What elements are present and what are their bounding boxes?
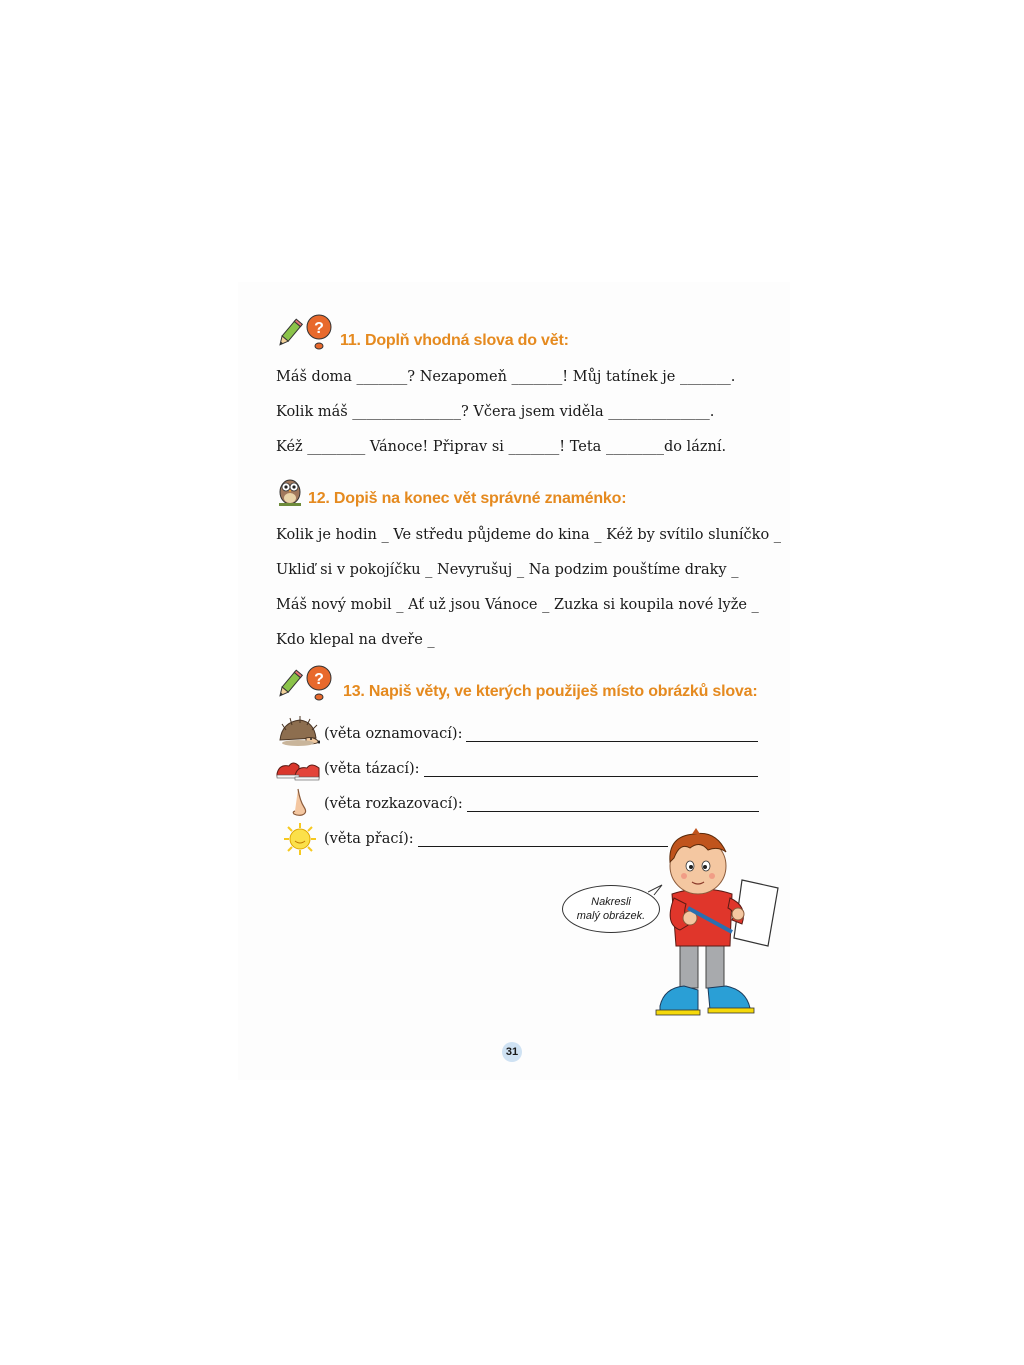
- answer-field-4[interactable]: [418, 832, 668, 847]
- exercise-13-row-3: [276, 796, 759, 812]
- exercise-12-title: 12. Dopiš na konec vět správné znaménko:: [308, 490, 627, 507]
- exercise-11-title: 11. Doplň vhodná slova do vět:: [340, 332, 569, 349]
- exercise-11-line-1: Máš doma _______? Nezapomeň _______! Můj tatínek je _______.: [276, 369, 736, 385]
- answer-field-2[interactable]: [424, 762, 758, 777]
- exercise-13-label-1: (věta oznamovací):: [324, 726, 463, 742]
- exercise-13-title: 13. Napiš věty, ve kterých použiješ místo obrázků slova:: [343, 683, 758, 700]
- pencil-icon: [274, 318, 304, 350]
- exercise-12-line-1: Kolik je hodin _ Ve středu půjdeme do kina _ Kéž by svítilo sluníčko _: [276, 527, 782, 543]
- exercise-12-line-2: Ukliď si v pokojíčku _ Nevyrušuj _ Na podzim pouštíme draky _: [276, 562, 739, 578]
- exercise-13-row-2: [276, 761, 758, 777]
- exercise-13-label-4: (věta přací):: [324, 831, 414, 847]
- exercise-13-label-2: (věta tázací):: [324, 761, 420, 777]
- owl-icon: [276, 473, 304, 507]
- boy-illustration-icon: [650, 828, 780, 1022]
- exercise-13-row-4: [276, 831, 668, 847]
- answer-field-3[interactable]: [467, 797, 759, 812]
- answer-field-1[interactable]: [466, 727, 758, 742]
- exercise-13-row-1: [276, 726, 758, 742]
- svg-text:?: ?: [314, 671, 324, 688]
- exercise-12-line-3: Máš nový mobil _ Ať už jsou Vánoce _ Zuzka si koupila nové lyže _: [276, 597, 759, 613]
- question-mark-icon: [305, 314, 333, 350]
- pencil-icon: [274, 669, 304, 701]
- exercise-12-line-4: Kdo klepal na dveře _: [276, 632, 435, 648]
- exercise-11-line-3: Kéž ________ Vánoce! Připrav si _______! Teta ________do lázní.: [276, 439, 727, 455]
- exercise-13-label-3: (věta rozkazovací):: [324, 796, 463, 812]
- svg-text:?: ?: [314, 320, 324, 337]
- speech-bubble: [562, 885, 660, 933]
- speech-bubble-line-2: malý obrázek.: [576, 910, 646, 922]
- question-mark-icon: [305, 665, 333, 701]
- exercise-11-line-2: Kolik máš _______________? Včera jsem viděla ______________.: [276, 404, 715, 420]
- page-number: 31: [502, 1042, 522, 1062]
- speech-bubble-line-1: Nakresli: [591, 896, 631, 908]
